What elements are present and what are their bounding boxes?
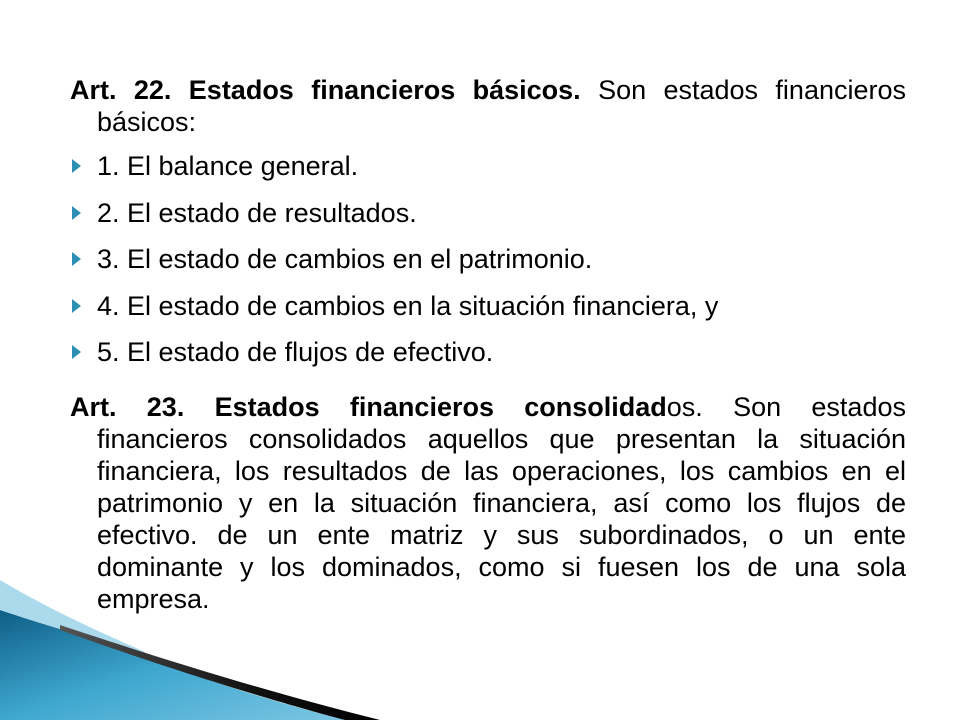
triangle-bullet-icon xyxy=(72,345,81,359)
list-item xyxy=(70,290,906,322)
list-item xyxy=(70,150,906,182)
triangle-bullet-icon xyxy=(72,252,81,266)
article-23-body: os. Son estados financieros consolidados aquellos que presentan la situación financiera, los resultados de las operaciones, los cambios en el patrimonio y en la situación financiera, así como los flujos de efectivo. de un ente matriz y sus subordinados, o un ente dominante y los dominados, como si fuesen los de una sola empresa. xyxy=(97,392,906,614)
slide-content xyxy=(70,74,906,615)
list-item xyxy=(70,243,906,275)
financial-statements-list xyxy=(70,150,906,368)
list-item-text: 3. El estado de cambios en el patrimonio. xyxy=(97,244,593,274)
triangle-bullet-icon xyxy=(72,206,81,220)
list-item-text: 2. El estado de resultados. xyxy=(97,197,417,228)
article-22-intro: Son estados financieros básicos: xyxy=(97,75,907,137)
article-23-heading: Art. 23. Estados financieros consolidad xyxy=(70,392,667,422)
list-item xyxy=(70,336,906,368)
triangle-bullet-icon xyxy=(72,159,81,173)
triangle-bullet-icon xyxy=(72,299,81,313)
article-22-paragraph xyxy=(70,74,906,138)
list-item-text: 1. El balance general. xyxy=(97,151,359,181)
corner-swoosh-decoration xyxy=(0,580,960,720)
list-item-text: 4. El estado de cambios en la situación financiera, y xyxy=(97,290,719,321)
list-item-text: 5. El estado de flujos de efectivo. xyxy=(97,337,494,367)
article-22-heading: Art. 22. Estados financieros básicos. xyxy=(70,75,581,105)
list-item xyxy=(70,197,906,229)
